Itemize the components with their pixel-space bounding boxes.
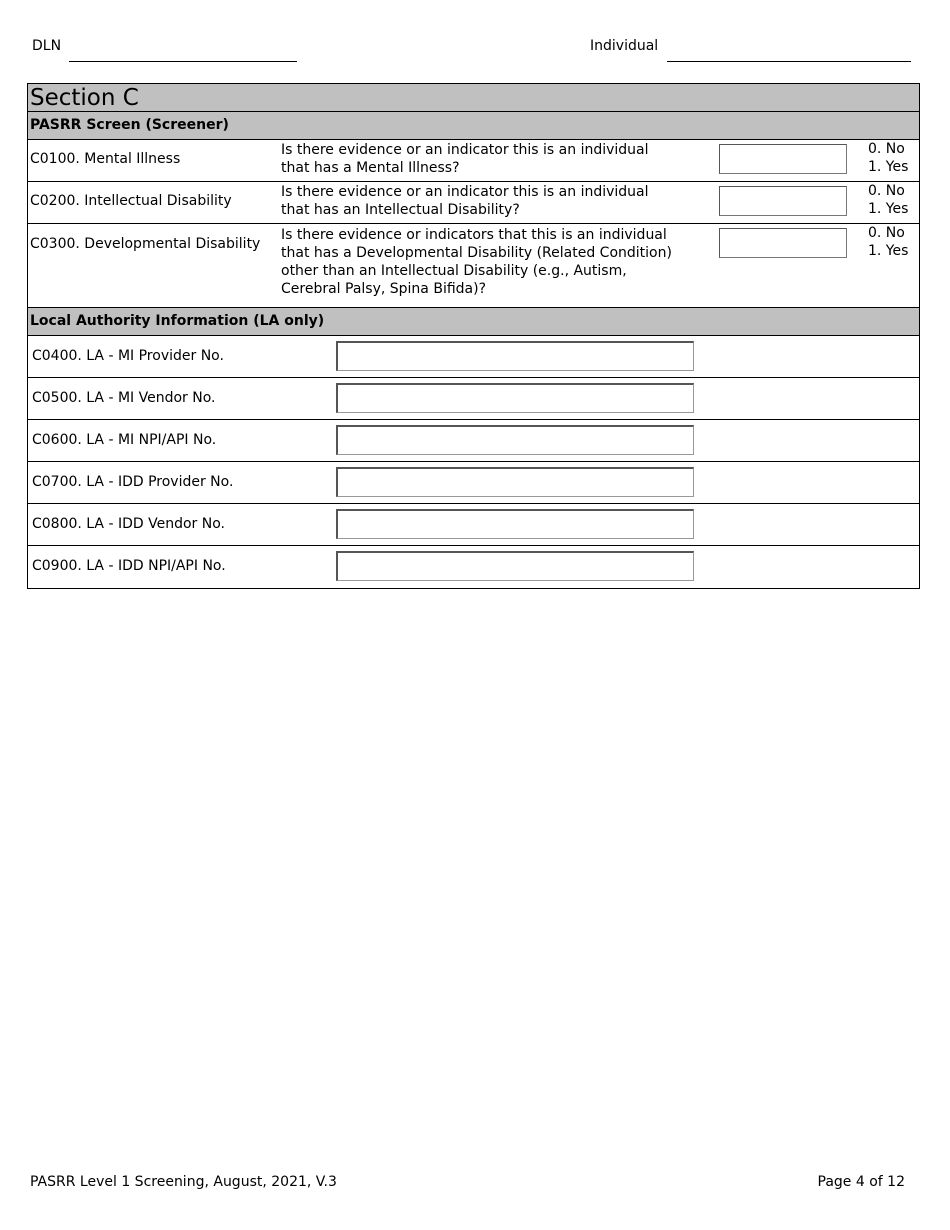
dln-field-line[interactable] [69, 61, 297, 62]
la-idd-vendor-input[interactable] [336, 509, 694, 539]
option-no: 0. No [868, 183, 905, 199]
answer-box-c0100[interactable] [719, 144, 847, 174]
la-idd-provider-input[interactable] [336, 467, 694, 497]
answer-box-c0200[interactable] [719, 186, 847, 216]
individual-label: Individual [590, 38, 659, 54]
la-mi-npi-input[interactable] [336, 425, 694, 455]
question-text: Is there evidence or an indicator this is an individual that has a Mental Illness? [281, 142, 649, 176]
la-row-c0500 [28, 378, 919, 420]
la-idd-npi-input[interactable] [336, 551, 694, 581]
answer-options [868, 224, 908, 260]
footer-form-version: PASRR Level 1 Screening, August, 2021, V.3 [30, 1174, 337, 1190]
la-mi-provider-input[interactable] [336, 341, 694, 371]
la-row-c0400 [28, 336, 919, 378]
answer-options [868, 182, 908, 218]
dln-label: DLN [32, 38, 62, 54]
la-field-label: C0900. LA - IDD NPI/API No. [32, 558, 226, 574]
individual-field-line[interactable] [667, 61, 911, 62]
answer-box-c0300[interactable] [719, 228, 847, 258]
la-field-label: C0400. LA - MI Provider No. [32, 348, 224, 364]
la-field-label: C0600. LA - MI NPI/API No. [32, 432, 217, 448]
question-code: C0200. Intellectual Disability [30, 193, 232, 209]
section-c-table [27, 83, 920, 589]
option-yes: 1. Yes [868, 201, 909, 217]
question-code: C0100. Mental Illness [30, 151, 181, 167]
option-no: 0. No [868, 141, 905, 157]
la-row-c0800 [28, 504, 919, 546]
footer-page-number: Page 4 of 12 [817, 1174, 905, 1190]
la-row-c0600 [28, 420, 919, 462]
question-text: Is there evidence or indicators that this is an individual that has a Developmental Disability (Related Condition) other than an Intellectual Disability (e.g., Autism, Cerebral Palsy, Spina Bifida)? [281, 227, 672, 297]
section-title: Section C [28, 84, 919, 112]
local-authority-heading: Local Authority Information (LA only) [28, 308, 919, 336]
la-field-label: C0700. LA - IDD Provider No. [32, 474, 234, 490]
la-field-label: C0800. LA - IDD Vendor No. [32, 516, 225, 532]
question-row-c0300 [28, 224, 919, 308]
la-row-c0900 [28, 546, 919, 588]
answer-options [868, 140, 908, 176]
la-row-c0700 [28, 462, 919, 504]
option-yes: 1. Yes [868, 243, 909, 259]
question-code: C0300. Developmental Disability [30, 236, 261, 252]
la-field-label: C0500. LA - MI Vendor No. [32, 390, 216, 406]
la-mi-vendor-input[interactable] [336, 383, 694, 413]
option-yes: 1. Yes [868, 159, 909, 175]
pasrr-screen-heading: PASRR Screen (Screener) [28, 112, 919, 140]
question-row-c0200 [28, 182, 919, 224]
option-no: 0. No [868, 225, 905, 241]
question-text: Is there evidence or an indicator this is an individual that has an Intellectual Disability? [281, 184, 649, 218]
question-row-c0100 [28, 140, 919, 182]
